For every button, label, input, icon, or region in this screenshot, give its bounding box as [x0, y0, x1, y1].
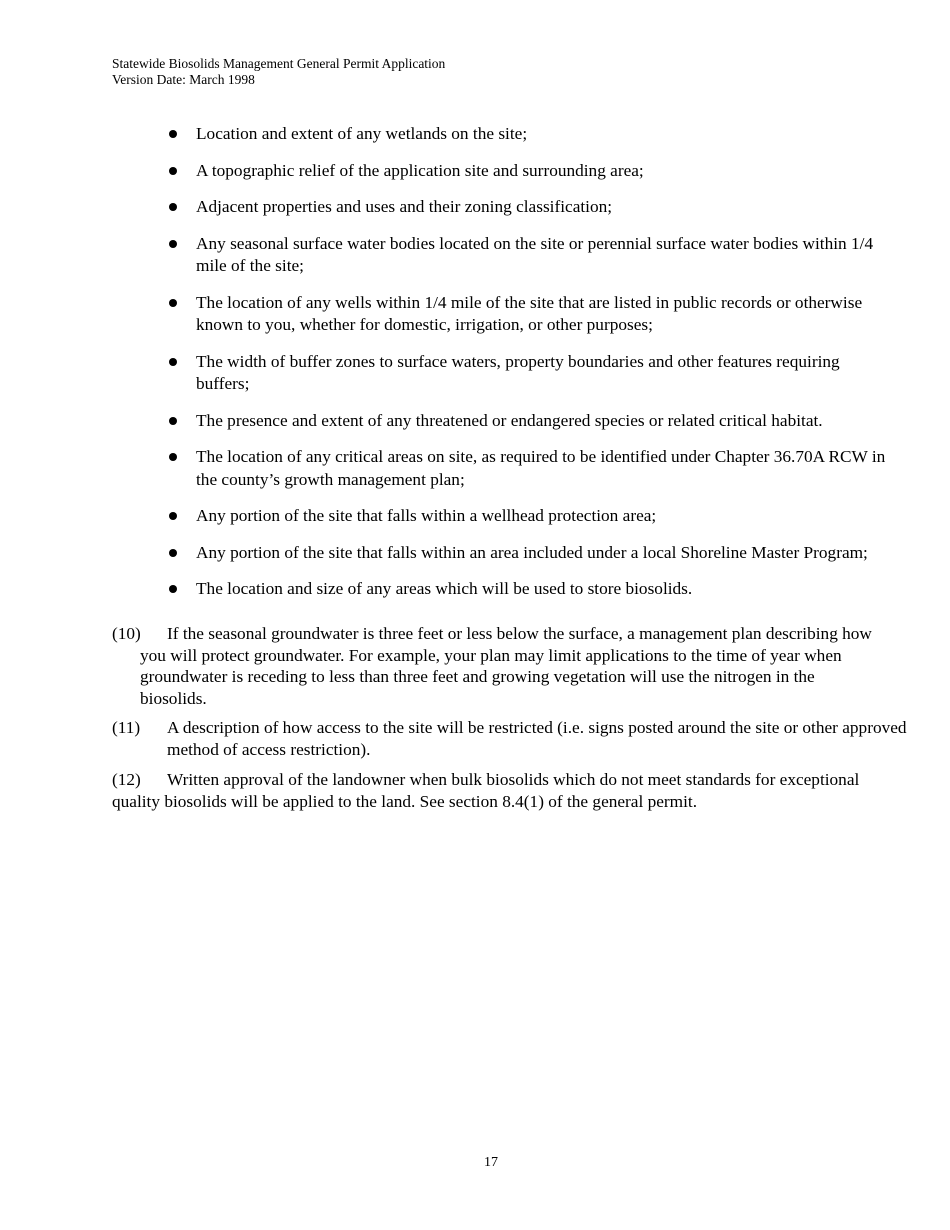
- list-item: [0, 446, 950, 491]
- bullet-icon: [169, 453, 177, 461]
- list-item: [0, 292, 950, 337]
- item-text: A description of how access to the site will be restricted (i.e. signs posted around the site or other approved method of access restriction).: [167, 718, 907, 759]
- list-item: [0, 410, 950, 433]
- list-item: [0, 351, 950, 396]
- bullet-icon: [169, 417, 177, 425]
- bullet-text: Any portion of the site that falls within an area included under a local Shoreline Master Program;: [196, 542, 868, 562]
- bullet-text: The location and size of any areas which will be used to store biosolids.: [196, 579, 693, 598]
- header-version-date: Version Date: March 1998: [112, 72, 255, 87]
- numbered-item-10: [112, 623, 882, 709]
- list-item: [0, 196, 950, 219]
- bullet-icon: [169, 512, 177, 520]
- bullet-icon: [169, 130, 177, 138]
- list-item: [0, 578, 950, 601]
- bullet-text: The width of buffer zones to surface waters, property boundaries and other features requiring buffers;: [196, 351, 840, 393]
- bullet-icon: [169, 240, 177, 248]
- item-text: If the seasonal groundwater is three feet or less below the surface, a management plan describing how you will protect groundwater. For example, your plan may limit applications to the time of year when groundwater is receding to less than three feet and growing vegetation will use the nitrogen in the biosolids.: [140, 624, 872, 708]
- bullet-icon: [169, 203, 177, 211]
- bullet-text: The location of any wells within 1/4 mile of the site that are listed in public records or otherwise known to you, whether for domestic, irrigation, or other purposes;: [196, 292, 863, 334]
- page-number: 17: [484, 1155, 498, 1170]
- numbered-item-11: [112, 717, 907, 760]
- numbered-item-12: [112, 769, 872, 812]
- item-number: (12): [112, 770, 141, 789]
- bullet-text: Location and extent of any wetlands on the site;: [196, 124, 528, 143]
- list-item: [0, 160, 950, 183]
- list-item: [0, 233, 950, 278]
- item-number: (11): [112, 718, 141, 737]
- bullet-icon: [169, 358, 177, 366]
- bullet-icon: [169, 585, 177, 593]
- bullet-text: The location of any critical areas on site, as required to be identified under Chapter 36.70A RCW in the county’s growth management plan;: [196, 447, 886, 489]
- bullet-icon: [169, 549, 177, 557]
- list-item: [0, 505, 950, 528]
- header-title: Statewide Biosolids Management General Permit Application: [112, 56, 446, 71]
- bullet-text: Adjacent properties and uses and their zoning classification;: [196, 197, 613, 216]
- list-item: [0, 123, 950, 146]
- bullet-text: Any portion of the site that falls within a wellhead protection area;: [196, 506, 657, 525]
- bullet-text: The presence and extent of any threatened or endangered species or related critical habitat.: [196, 410, 823, 430]
- document-header: [112, 56, 445, 88]
- item-text: Written approval of the landowner when bulk biosolids which do not meet standards for exceptional quality biosolids will be applied to the land. See section 8.4(1) of the general permit.: [112, 770, 860, 811]
- bullet-text: Any seasonal surface water bodies located on the site or perennial surface water bodies within 1/4 mile of the site;: [196, 233, 874, 275]
- bullet-icon: [169, 167, 177, 175]
- list-item: [0, 542, 950, 565]
- bullet-text: A topographic relief of the application site and surrounding area;: [196, 160, 644, 180]
- bullet-list: [0, 123, 950, 615]
- bullet-icon: [169, 299, 177, 307]
- item-number: (10): [112, 624, 141, 643]
